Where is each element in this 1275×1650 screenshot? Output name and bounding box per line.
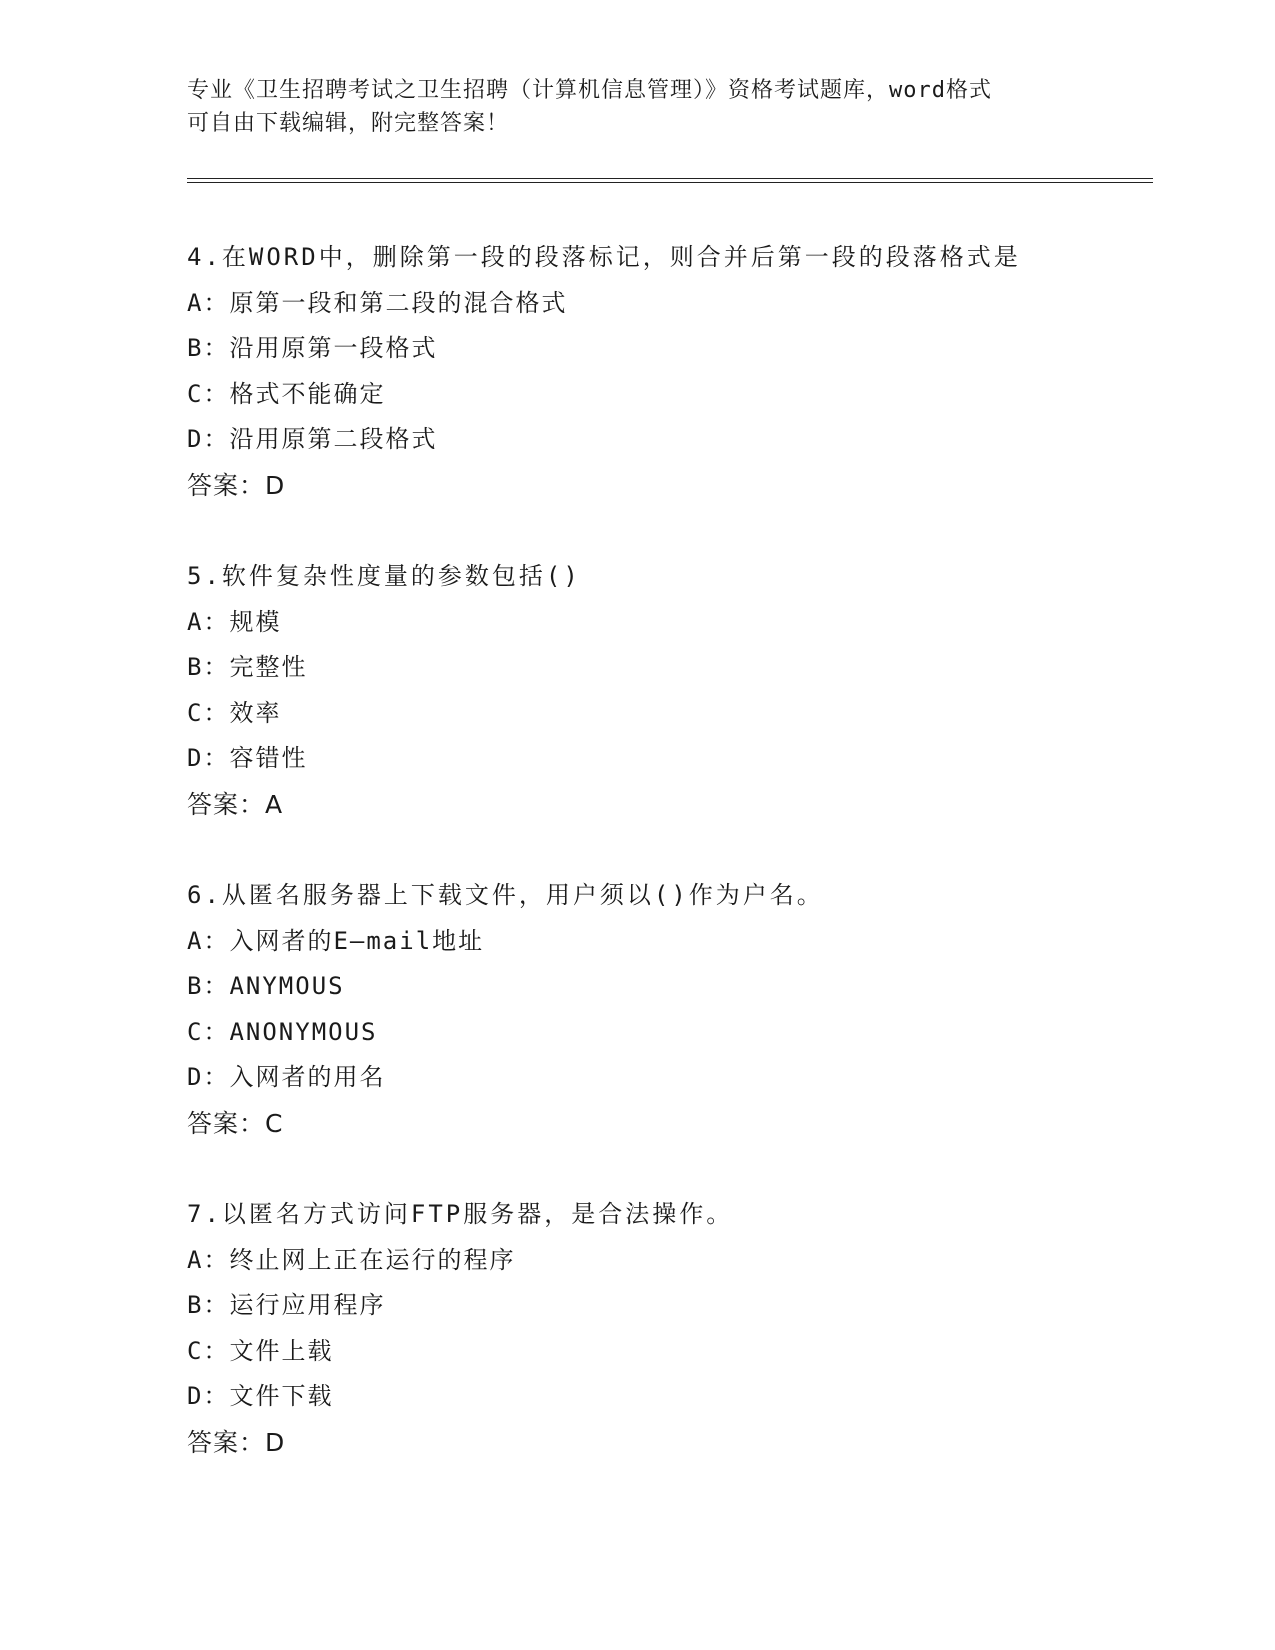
option-a: A：入网者的E—mail地址 <box>187 926 485 955</box>
option-a: A：规模 <box>187 607 282 636</box>
option-a: A：原第一段和第二段的混合格式 <box>187 288 568 317</box>
answer-line: 答案：C <box>187 1108 284 1138</box>
question-stem: 7.以匿名方式访问FTP服务器，是合法操作。 <box>187 1200 734 1228</box>
header-divider-bottom <box>187 182 1153 183</box>
option-b: B：沿用原第一段格式 <box>187 334 438 362</box>
option-c: C：ANONYMOUS <box>187 1017 378 1046</box>
question-7 <box>187 1192 1147 1465</box>
question-6 <box>187 873 1147 1146</box>
question-stem: 5.软件复杂性度量的参数包括() <box>187 562 581 590</box>
answer-line: 答案：A <box>187 789 284 819</box>
answer-line: 答案：D <box>187 1427 286 1457</box>
header-title-line-1: 专业《卫生招聘考试之卫生招聘（计算机信息管理）》资格考试题库，word格式 <box>187 78 992 103</box>
option-b: B：ANYMOUS <box>187 972 345 1000</box>
option-d: D：沿用原第二段格式 <box>187 425 438 453</box>
answer-line: 答案：D <box>187 470 286 500</box>
question-4 <box>187 235 1147 508</box>
option-c: C：文件上载 <box>187 1336 334 1365</box>
question-5 <box>187 554 1147 827</box>
option-d: D：文件下载 <box>187 1382 334 1410</box>
option-d: D：入网者的用名 <box>187 1063 386 1091</box>
question-stem: 4.在WORD中，删除第一段的段落标记，则合并后第一段的段落格式是 <box>187 243 1021 271</box>
option-c: C：格式不能确定 <box>187 379 386 408</box>
option-d: D：容错性 <box>187 744 308 772</box>
document-header <box>187 74 1087 140</box>
option-c: C：效率 <box>187 698 282 727</box>
option-a: A：终止网上正在运行的程序 <box>187 1245 516 1274</box>
option-b: B：运行应用程序 <box>187 1291 386 1319</box>
question-stem: 6.从匿名服务器上下载文件，用户须以()作为户名。 <box>187 881 824 909</box>
option-b: B：完整性 <box>187 653 308 681</box>
header-divider-top <box>187 178 1153 179</box>
question-list <box>187 235 1147 1511</box>
header-title-line-2: 可自由下载编辑，附完整答案！ <box>187 111 510 136</box>
